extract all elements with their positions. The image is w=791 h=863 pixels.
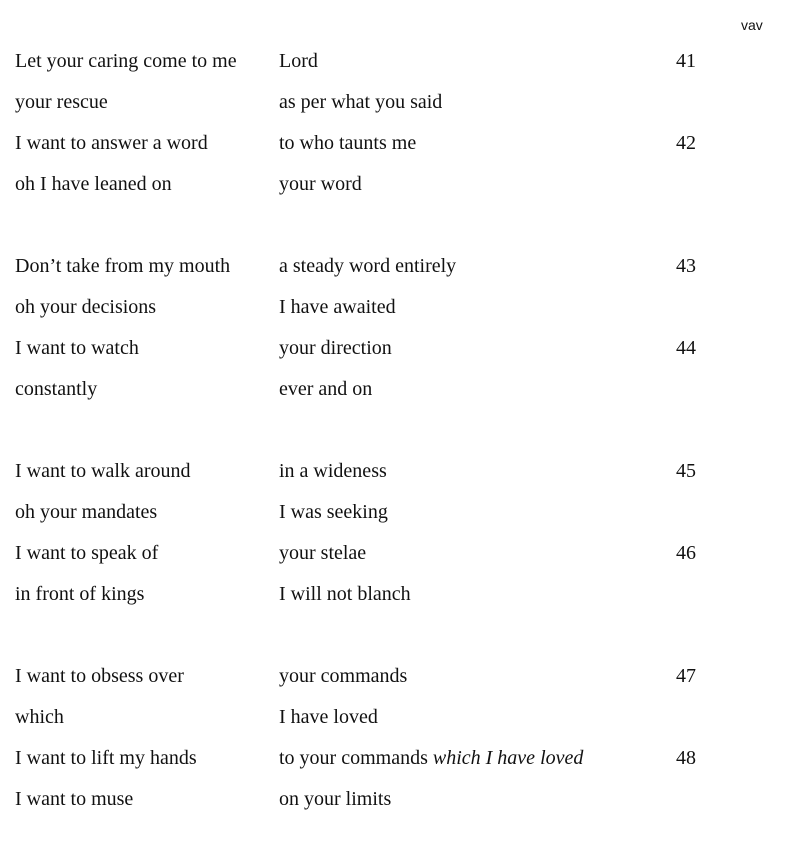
line-first-half: oh your decisions xyxy=(15,296,157,318)
poem-line xyxy=(15,658,735,699)
verse-number: 44 xyxy=(676,337,696,359)
line-first-half: oh I have leaned on xyxy=(15,173,172,195)
line-second-half-italic: which I have loved xyxy=(432,747,584,769)
poem-line xyxy=(15,330,735,371)
verse-number: 47 xyxy=(676,665,696,687)
verse-number: 43 xyxy=(676,255,696,277)
poem-line xyxy=(15,43,735,84)
line-second-half xyxy=(279,535,366,571)
line-second-half xyxy=(279,125,416,161)
poem-line xyxy=(15,125,735,166)
line-second-half xyxy=(279,43,318,79)
line-second-half-text: I was seeking xyxy=(279,501,388,523)
line-first-half: I want to watch xyxy=(15,337,139,359)
poem-line xyxy=(15,699,735,740)
line-first-half: constantly xyxy=(15,378,98,400)
stanza xyxy=(15,43,735,207)
line-first-half: I want to obsess over xyxy=(15,665,184,687)
line-second-half-text: I have awaited xyxy=(279,296,396,318)
line-second-half xyxy=(279,166,362,202)
line-second-half xyxy=(279,330,392,366)
verse-number: 42 xyxy=(676,132,696,154)
verse-number: 41 xyxy=(676,50,696,72)
poem-line xyxy=(15,166,735,207)
poem-line xyxy=(15,289,735,330)
poem-line xyxy=(15,371,735,412)
line-first-half: I want to lift my hands xyxy=(15,747,197,769)
line-second-half-text: on your limits xyxy=(279,788,392,810)
poem-line xyxy=(15,248,735,289)
line-first-half: oh your mandates xyxy=(15,501,158,523)
line-first-half: which xyxy=(15,706,64,728)
line-second-half xyxy=(279,576,411,612)
line-second-half-text: Lord xyxy=(279,50,318,72)
line-first-half: I want to speak of xyxy=(15,542,159,564)
line-second-half-text: I have loved xyxy=(279,706,378,728)
line-second-half xyxy=(279,289,396,325)
line-second-half-text: a steady word entirely xyxy=(279,255,457,277)
stanza xyxy=(15,248,735,412)
line-second-half-text: to who taunts me xyxy=(279,132,417,154)
poem-line xyxy=(15,576,735,617)
line-second-half xyxy=(279,658,407,694)
line-first-half: your rescue xyxy=(15,91,108,113)
poem-line xyxy=(15,781,735,822)
line-second-half xyxy=(279,248,456,284)
poem-body xyxy=(15,43,735,863)
line-first-half: in front of kings xyxy=(15,583,145,605)
section-tag: vav xyxy=(741,17,763,33)
line-first-half: Let your caring come to me xyxy=(15,50,237,72)
line-second-half-text: your direction xyxy=(279,337,392,359)
line-second-half-text: I will not blanch xyxy=(279,583,411,605)
line-first-half: I want to muse xyxy=(15,788,134,810)
line-first-half: I want to answer a word xyxy=(15,132,208,154)
stanza xyxy=(15,658,735,822)
line-second-half xyxy=(279,699,378,735)
line-second-half-text: your word xyxy=(279,173,362,195)
poem-line xyxy=(15,740,735,781)
verse-number: 46 xyxy=(676,542,696,564)
verse-number: 45 xyxy=(676,460,696,482)
verse-number: 48 xyxy=(676,747,696,769)
line-second-half xyxy=(279,84,442,120)
stanza xyxy=(15,453,735,617)
line-second-half-text: your stelae xyxy=(279,542,367,564)
line-second-half-text: your commands xyxy=(279,665,408,687)
line-second-half xyxy=(279,740,583,776)
poem-line xyxy=(15,453,735,494)
line-second-half xyxy=(279,453,387,489)
line-second-half-text: to your commands xyxy=(279,747,428,769)
line-second-half-text: ever and on xyxy=(279,378,373,400)
line-first-half: Don’t take from my mouth xyxy=(15,255,231,277)
line-first-half: I want to walk around xyxy=(15,460,191,482)
line-second-half xyxy=(279,781,391,817)
line-second-half-text: as per what you said xyxy=(279,91,443,113)
line-second-half xyxy=(279,371,372,407)
line-second-half xyxy=(279,494,388,530)
poem-line xyxy=(15,535,735,576)
line-second-half-text: in a wideness xyxy=(279,460,387,482)
poem-line xyxy=(15,494,735,535)
poem-line xyxy=(15,84,735,125)
